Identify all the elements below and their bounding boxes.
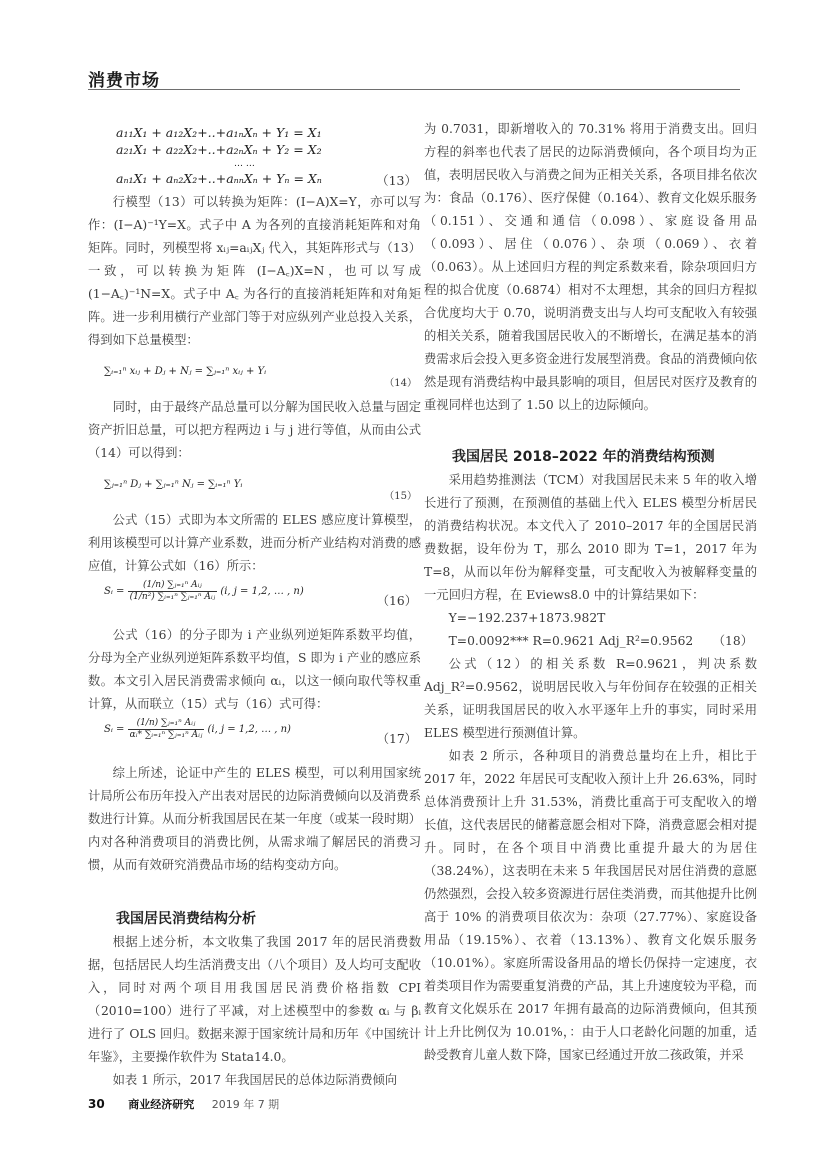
paragraph: 公式（12）的相关系数 R=0.9621，判决系数 Adj_R²=0.9562，说明居民收入与年份间存在较强的正相关关系，证明我国居民的收入水平逐年上升的事实，同时采用 ELES 模型进行预测值计算。: [424, 657, 757, 740]
equation-fraction: [128, 580, 218, 603]
equation-rhs: (i, j = 1,2, … , n): [220, 586, 304, 597]
journal-name: 商业经济研究: [128, 1098, 195, 1111]
equation-body: ∑ⱼ₌₁ⁿ Dⱼ + ∑ⱼ₌₁ⁿ Nⱼ = ∑ᵢ₌₁ⁿ Yᵢ: [104, 479, 243, 490]
page-footer: [88, 1096, 279, 1112]
fraction-denominator: αᵢ* ∑ᵢ₌₁ⁿ ∑ⱼ₌₁ⁿ Aᵢⱼ: [129, 730, 203, 740]
equation-13: [88, 124, 421, 187]
regression-stats: [424, 630, 757, 653]
equation-number: （17）: [376, 732, 417, 746]
equation-line: a₂₁X₁ + a₂₂X₂+..+a₂ₙXₙ + Y₂ = X₂: [116, 142, 322, 157]
page-number: 30: [88, 1097, 105, 1111]
equation-number: （15）: [384, 491, 417, 502]
regression-equation: Y=−192.237+1873.982T: [448, 611, 606, 625]
fraction-numerator: (1/n) ∑ⱼ₌₁ⁿ Aᵢⱼ: [128, 718, 205, 730]
paragraph: 综上所述，论证中产生的 ELES 模型，可以利用国家统计局所公布历年投入产出表对居民的边际消费倾向以及消费系数进行计算。从而分析我国居民在某一年度（或某一段时期）内对各种消费项目的消费比例，从需求端了解居民的消费习惯，从而有效研究消费品市场的结构变动方向。: [88, 766, 421, 872]
right-column: [424, 118, 757, 1067]
paragraph: 行模型（13）可以转换为矩阵：(I−A)X=Y，亦可以写作：(I−A)⁻¹Y=X。式子中 A 为各列的直接消耗矩阵和对角矩阵。同时，列模型将 xᵢⱼ=aᵢⱼXⱼ 代入，其矩阵形式与（13）一致，可以转换为矩阵 (I−A꜀)X=N，也可以写成 (1−A꜀)⁻¹N=X。式子中 A꜀ 为各行的直接消耗矩阵和对角矩阵。进一步利用横行产业部门等于对应纵列产业总投入关系，得到如下总量模型：: [88, 195, 421, 347]
equation-number: （13）: [376, 173, 417, 188]
header-rule: [88, 89, 740, 90]
equation-line: aₙ₁X₁ + aₙ₂X₂+..+aₙₙXₙ + Yₙ = Xₙ: [116, 171, 322, 186]
fraction-denominator: (1/n²) ∑ᵢ₌₁ⁿ ∑ⱼ₌₁ⁿ Aᵢⱼ: [129, 592, 216, 602]
equation-number: （14）: [384, 378, 417, 389]
paragraph: 同时，由于最终产品总量可以分解为国民收入总量与固定资产折旧总量，可以把方程两边 i 与 j 进行等值，从而由公式（14）可以得到：: [88, 400, 421, 460]
equation-14: [88, 352, 421, 396]
equation-number: （18）: [712, 634, 753, 648]
equation-line: a₁₁X₁ + a₁₂X₂+..+a₁ₙXₙ + Y₁ = X₁: [116, 125, 322, 140]
paragraph: 如表 2 所示，各种项目的消费总量均在上升，相比于 2017 年，2022 年居民可支配收入预计上升 26.63%，同时总体消费预计上升 31.53%，消费比重高于可支配收入的增长值，这代表居民的储蓄意愿会相对下降，消费意愿会相对提升。同时，在各个项目中消费比重提升最大的为居住（38.24%），这表明在未来 5 年我国居民对居住消费的意愿仍然强烈，会投入较多资源进行居住类消费，而其他提升比例高于 10% 的消费项目依次为：杂项（27.77%）、家庭设备用品（19.15%）、衣着（13.13%）、教育文化娱乐服务（10.01%）。家庭所需设备用品的增长仍保持一定速度，衣着类项目作为需要重复消费的产品，其上升速度较为平稳，而教育文化娱乐在 2017 年拥有最高的边际消费倾向，但其预计上升比例仅为 10.01%，：由于人口老龄化问题的加重，适龄受教育儿童人数下降，国家已经通过开放二孩政策，并采: [424, 749, 757, 1062]
paragraph: 采用趋势推测法（TCM）对我国居民未来 5 年的收入增长进行了预测，在预测值的基础上代入 ELES 模型分析居民的消费结构状况。本文代入了 2010–2017 年的全国居民消费数据，设年份为 T，那么 2010 即为 T=1，2017 年为 T=8，从而以年份为解释变量，可支配收入为被解释变量的一元回归方程，在 Eviews8.0 中的计算结果如下：: [424, 473, 757, 602]
section-title: 消费市场: [88, 71, 160, 91]
equation-lhs: Sᵢ =: [104, 586, 125, 597]
section-heading: 我国居民 2018–2022 年的消费结构预测: [452, 449, 715, 465]
paragraph: 为 0.7031，即新增收入的 70.31% 将用于消费支出。回归方程的斜率也代表了居民的边际消费倾向，各个项目均为正值，表明居民收入与消费之间为正相关关系，各项目排名依次为：食品（0.176）、医疗保健（0.164）、教育文化娱乐服务（0.151）、交通和通信（0.098）、家庭设备用品（0.093）、居住（0.076）、杂项（0.069）、衣着（0.063）。从上述回归方程的判定系数来看，除杂项回归方程的拟合优度（0.6874）相对不太理想，其余的回归方程拟合优度均大于 0.70，说明消费支出与人均可支配收入有较强的相关关系，随着我国居民收入的不断增长，在满足基本的消费需求后会投入更多资金进行发展型消费。食品的消费倾向依然是现有消费结构中最具影响的项目，但居民对医疗及教育的重视同样也达到了 1.50 以上的边际倾向。: [424, 122, 757, 412]
paragraph: 根据上述分析，本文收集了我国 2017 年的居民消费数据，包括居民人均生活消费支出（八个项目）及人均可支配收入，同时对两个项目用我国居民消费价格指数 CPI（2010=100）进行了平减，对上述模型中的参数 αᵢ 与 βᵢ 进行了 OLS 回归。数据来源于国家统计局和历年《中国统计年鉴》，主要操作软件为 Stata14.0。: [88, 935, 421, 1064]
equation-body: ∑ᵢ₌₁ⁿ xᵢⱼ + Dⱼ + Nⱼ = ∑ⱼ₌₁ⁿ xᵢⱼ + Yᵢ: [104, 366, 267, 377]
paragraph: 公式（16）的分子即为 i 产业纵列逆矩阵系数平均值，分母为全产业纵列逆矩阵系数平均值，S 即为 i 产业的感应系数。本文引入居民消费需求倾向 αᵢ，以这一倾向取代等权重计算，从而联立（15）式与（16）式可得：: [88, 628, 421, 711]
equation-15: [88, 465, 421, 509]
equation-17: [88, 716, 421, 762]
regression-stats-text: T=0.0092*** R=0.9621 Adj_R²=0.9562: [448, 634, 694, 648]
paragraph: 如表 1 所示，2017 年我国居民的总体边际消费倾向: [112, 1073, 398, 1087]
equation-16: [88, 578, 421, 624]
equation-rhs: (i, j = 1,2, … , n): [207, 724, 291, 735]
journal-issue: 2019 年 7 期: [211, 1098, 280, 1111]
equation-lhs: Sᵢ =: [104, 724, 125, 735]
equation-ellipsis: … …: [234, 159, 255, 169]
section-heading: 我国居民消费结构分析: [116, 911, 256, 927]
paragraph: 公式（15）式即为本文所需的 ELES 感应度计算模型，利用该模型可以计算产业系数，进而分析产业结构对消费的感应值，计算公式如（16）所示：: [88, 513, 421, 573]
left-column: [88, 124, 421, 1092]
equation-fraction: [128, 718, 205, 741]
fraction-numerator: (1/n) ∑ⱼ₌₁ⁿ Aᵢⱼ: [128, 580, 218, 592]
equation-number: （16）: [376, 594, 417, 608]
